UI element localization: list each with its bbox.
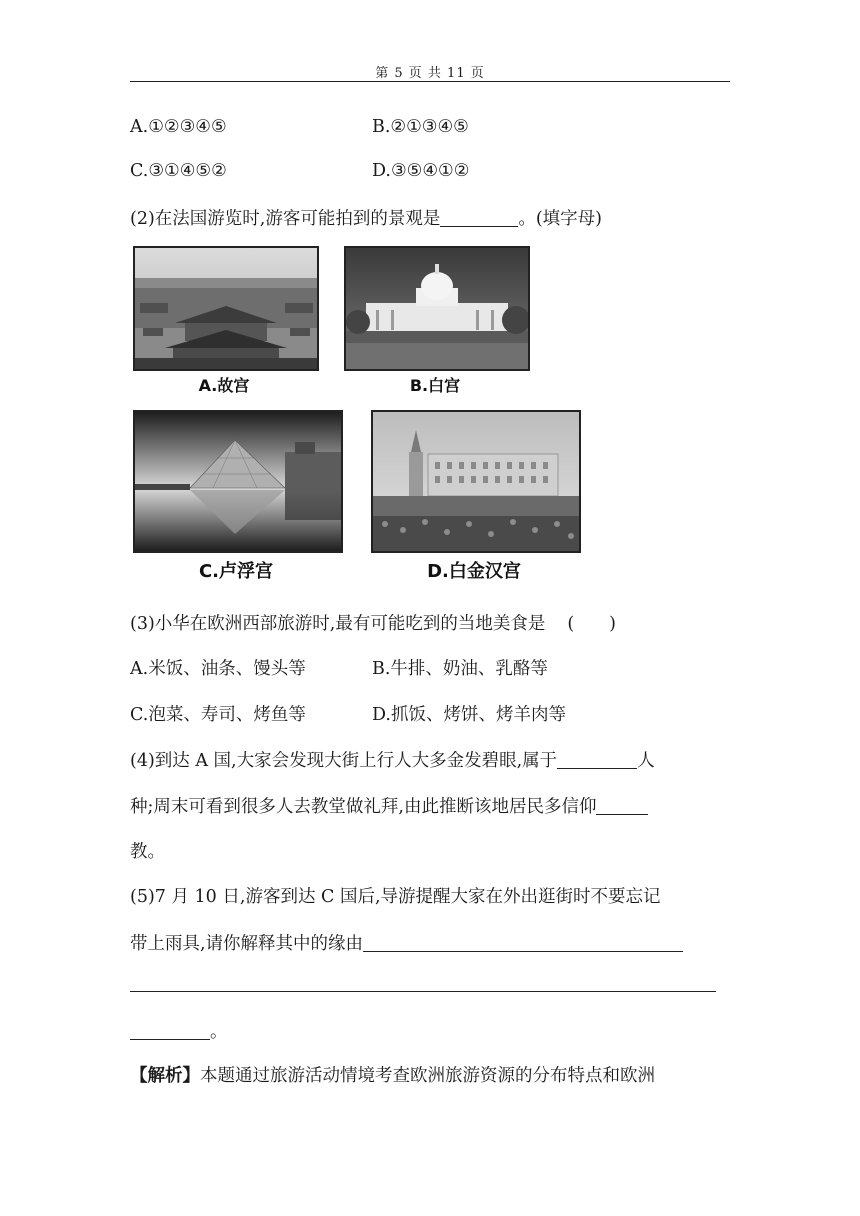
q5-line-2-text: 带上雨具,请你解释其中的缘由 (130, 934, 364, 954)
photo-forbidden-city (133, 246, 319, 371)
q3-option-c: C.泡菜、寿司、烤鱼等 (130, 705, 306, 725)
header-divider (130, 81, 730, 82)
photo-caption-b: B.白宫 (409, 376, 461, 395)
q2-prompt (130, 205, 602, 230)
q2-prompt-suffix: 。(填字母) (518, 209, 603, 229)
q2-answer-blank (440, 208, 518, 227)
q5-answer-line (130, 991, 716, 992)
q3-prompt-text: (3)小华在欧洲西部旅游时,最有可能吃到的当地美食是 (130, 614, 546, 634)
q2-prompt-text: (2)在法国游览时,游客可能拍到的景观是 (130, 209, 441, 229)
q5-end-punct: 。 (210, 1022, 228, 1042)
q3-answer-paren: ( ) (567, 614, 617, 634)
analysis-text: 本题通过旅游活动情境考查欧洲旅游资源的分布特点和欧洲 (200, 1066, 655, 1086)
q4-line-1 (130, 747, 655, 772)
q5-line-1: (5)7 月 10 日,游客到达 C 国后,导游提醒大家在外出逛街时不要忘记 (130, 887, 661, 907)
photo-caption-c: C.卢浮宫 (198, 561, 274, 582)
q4-line-2 (130, 793, 648, 818)
q3-prompt (130, 610, 616, 635)
photo-buckingham-palace (371, 410, 581, 553)
q5-line-2 (130, 930, 683, 955)
analysis-tag: 【解析】 (130, 1066, 200, 1086)
q4-line-1-suffix: 人 (637, 751, 655, 771)
photo-white-house (344, 246, 530, 371)
photo-caption-d: D.白金汉宫 (427, 561, 521, 582)
q4-line-3: 教。 (130, 842, 165, 862)
analysis-line (130, 1062, 655, 1087)
q3-option-a: A.米饭、油条、馒头等 (130, 659, 306, 679)
q1-option-c: C.③①④⑤② (130, 161, 227, 181)
q1-option-b: B.②①③④⑤ (372, 117, 469, 137)
q3-option-d: D.抓饭、烤饼、烤羊肉等 (372, 705, 566, 725)
q1-option-a: A.①②③④⑤ (130, 117, 227, 137)
photo-louvre (133, 410, 343, 553)
q4-race-blank (557, 750, 637, 769)
photo-caption-a: A.故宫 (198, 376, 250, 395)
q5-reason-blank (363, 933, 683, 952)
q5-line-3 (130, 1018, 228, 1043)
q4-line-2-text: 种;周末可看到很多人去教堂做礼拜,由此推断该地居民多信仰 (130, 797, 597, 817)
page-indicator: 第 5 页 共 11 页 (375, 66, 485, 81)
q5-end-blank (130, 1021, 210, 1040)
q1-option-d: D.③⑤④①② (372, 161, 470, 181)
q4-line-1-text: (4)到达 A 国,大家会发现大街上行人大多金发碧眼,属于 (130, 751, 558, 771)
q3-option-b: B.牛排、奶油、乳酪等 (372, 659, 548, 679)
q4-religion-blank (596, 796, 648, 815)
